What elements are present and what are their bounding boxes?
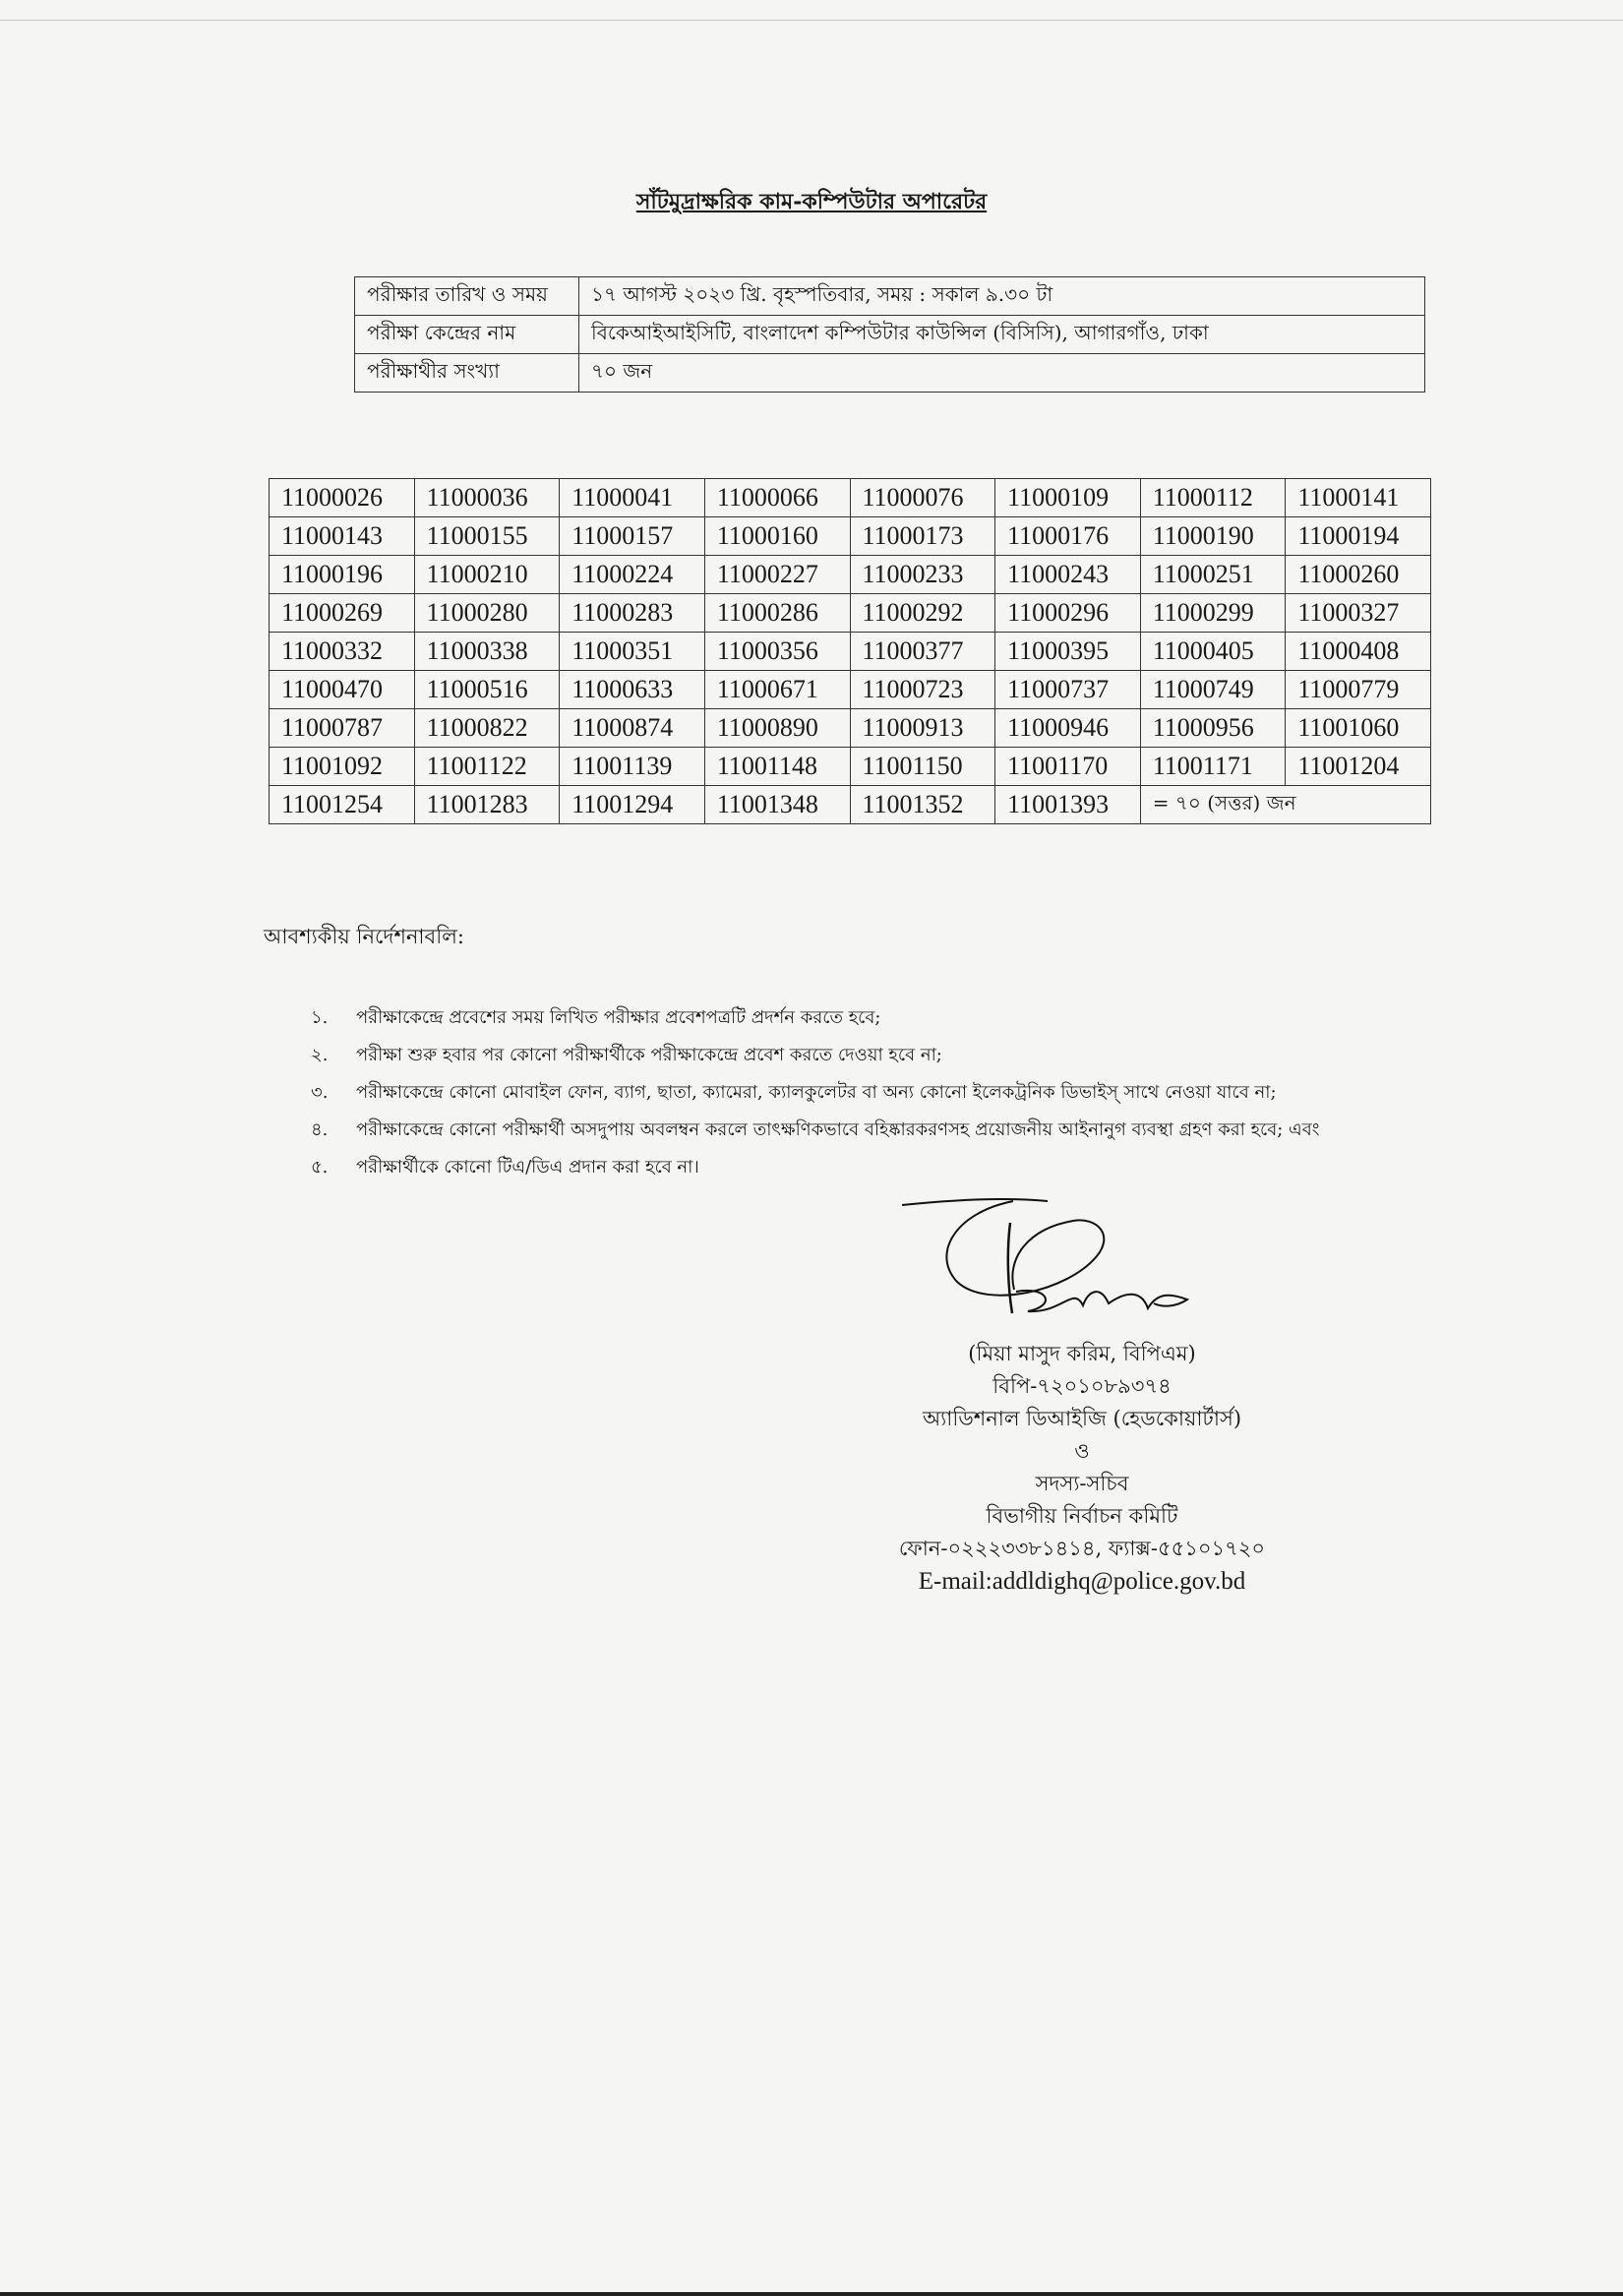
signer-name: (মিয়া মাসুদ করিম, বিপিএম) — [968, 1342, 1196, 1365]
roll-number-cell: 11000173 — [850, 517, 995, 556]
roll-number-cell: 11000210 — [414, 556, 560, 594]
roll-number-cell: 11000243 — [995, 556, 1141, 594]
table-row — [270, 748, 1431, 786]
roll-number-body — [270, 479, 1431, 824]
roll-number-cell: 11000671 — [704, 671, 850, 709]
instruction-text: পরীক্ষাকেন্দ্রে কোনো মোবাইল ফোন, ব্যাগ, ছাতা, ক্যামেরা, ক্যালকুলেটর বা অন্য কোনো ইলেকট্রনিক ডিভাইস্ সাথে নেওয়া যাবে না; — [356, 1082, 1277, 1103]
exam-info-value: ৭০ জন — [579, 354, 1425, 393]
roll-number-cell: 11000041 — [560, 479, 705, 517]
instruction-text: পরীক্ষা শুরু হবার পর কোনো পরীক্ষার্থীকে পরীক্ষাকেন্দ্রে প্রবেশ করতে দেওয়া হবে না; — [356, 1045, 942, 1065]
roll-number-cell: 11000890 — [704, 709, 850, 748]
table-row — [270, 594, 1431, 633]
roll-number-cell: 11000395 — [995, 633, 1141, 671]
roll-number-cell: 11001170 — [995, 748, 1141, 786]
roll-number-cell: 11001171 — [1140, 748, 1286, 786]
roll-number-cell: 11000874 — [560, 709, 705, 748]
roll-number-cell: 11001139 — [560, 748, 705, 786]
roll-number-cell: 11000327 — [1286, 594, 1431, 633]
page-title — [0, 185, 1623, 221]
roll-number-cell: 11000779 — [1286, 671, 1431, 709]
roll-number-cell: 11000296 — [995, 594, 1141, 633]
roll-number-cell: 11000251 — [1140, 556, 1286, 594]
roll-number-cell: 11000913 — [850, 709, 995, 748]
total-count-cell: = ৭০ (সত্তর) জন — [1140, 786, 1430, 824]
roll-number-cell: 11000196 — [270, 556, 415, 594]
roll-number-cell: 11000233 — [850, 556, 995, 594]
roll-number-cell: 11001092 — [270, 748, 415, 786]
roll-number-cell: 11001204 — [1286, 748, 1431, 786]
signature-image — [900, 1195, 1225, 1328]
roll-number-cell: 11000026 — [270, 479, 415, 517]
roll-number-cell: 11000749 — [1140, 671, 1286, 709]
exam-info-value: ১৭ আগস্ট ২০২৩ খ্রি. বৃহস্পতিবার, সময় : সকাল ৯.৩০ টা — [579, 277, 1425, 316]
roll-number-cell: 11000286 — [704, 594, 850, 633]
roll-number-cell: 11000332 — [270, 633, 415, 671]
roll-number-cell: 11000269 — [270, 594, 415, 633]
top-rule — [0, 20, 1623, 21]
roll-number-cell: 11000822 — [414, 709, 560, 748]
instruction-number: ৩. — [311, 1082, 329, 1103]
bottom-rule — [0, 2292, 1623, 2296]
roll-number-cell: 11000292 — [850, 594, 995, 633]
roll-number-cell: 11000143 — [270, 517, 415, 556]
signer-email: E-mail:addldighq@police.gov.bd — [918, 1568, 1246, 1595]
roll-number-cell: 11000956 — [1140, 709, 1286, 748]
roll-number-cell: 11000299 — [1140, 594, 1286, 633]
instruction-number: ৫. — [311, 1157, 329, 1178]
roll-number-cell: 11000141 — [1286, 479, 1431, 517]
exam-info-value: বিকেআইআইসিটি, বাংলাদেশ কম্পিউটার কাউন্সিল (বিসিসি), আগারগাঁও, ঢাকা — [579, 316, 1425, 354]
roll-number-cell: 11000176 — [995, 517, 1141, 556]
exam-info-table — [354, 276, 1425, 393]
list-item — [311, 1037, 1320, 1074]
signer-conjunction: ও — [1074, 1439, 1090, 1463]
roll-number-cell: 11001254 — [270, 786, 415, 824]
roll-number-cell: 11000112 — [1140, 479, 1286, 517]
instruction-text: পরীক্ষাকেন্দ্রে কোনো পরীক্ষার্থী অসদুপায় অবলম্বন করলে তাৎক্ষণিকভাবে বহিষ্কারকরণসহ প্রয়োজনীয় আইনানুগ ব্যবস্থা গ্রহণ করা হবে; এবং — [356, 1119, 1320, 1140]
instruction-text: পরীক্ষার্থীকে কোনো টিএ/ডিএ প্রদান করা হবে না। — [356, 1157, 699, 1178]
roll-number-cell: 11000633 — [560, 671, 705, 709]
roll-number-cell: 11000224 — [560, 556, 705, 594]
roll-number-cell: 11001393 — [995, 786, 1141, 824]
roll-number-cell: 11000351 — [560, 633, 705, 671]
roll-number-cell: 11001283 — [414, 786, 560, 824]
instruction-text: পরীক্ষাকেন্দ্রে প্রবেশের সময় লিখিত পরীক্ষার প্রবেশপত্রটি প্রদর্শন করতে হবে; — [356, 1007, 881, 1028]
table-row — [270, 633, 1431, 671]
table-row — [270, 556, 1431, 594]
exam-info-label: পরীক্ষাথীর সংখ্যা — [355, 354, 579, 393]
instruction-number: ৪. — [311, 1119, 329, 1140]
roll-number-cell: 11000227 — [704, 556, 850, 594]
list-item — [311, 1074, 1320, 1112]
signer-role: সদস্য-সচিব — [1035, 1472, 1129, 1495]
roll-number-cell: 11000155 — [414, 517, 560, 556]
roll-number-cell: 11000280 — [414, 594, 560, 633]
list-item — [311, 999, 1320, 1037]
page-title-text: সাঁটমুদ্রাক্ষরিক কাম-কম্পিউটার অপারেটর — [635, 189, 988, 214]
roll-number-cell: 11001122 — [414, 748, 560, 786]
roll-number-cell: 11001294 — [560, 786, 705, 824]
list-item — [311, 1112, 1320, 1149]
roll-number-cell: 11000076 — [850, 479, 995, 517]
roll-number-cell: 11000516 — [414, 671, 560, 709]
signer-designation: অ্যাডিশনাল ডিআইজি (হেডকোয়ার্টার্স) — [922, 1407, 1242, 1430]
roll-number-cell: 11000946 — [995, 709, 1141, 748]
roll-number-cell: 11000338 — [414, 633, 560, 671]
list-item — [311, 1149, 1320, 1186]
roll-number-cell: 11001150 — [850, 748, 995, 786]
roll-number-cell: 11000260 — [1286, 556, 1431, 594]
roll-number-cell: 11000356 — [704, 633, 850, 671]
table-row — [270, 671, 1431, 709]
roll-number-cell: 11000194 — [1286, 517, 1431, 556]
roll-number-cell: 11000157 — [560, 517, 705, 556]
exam-info-row — [355, 354, 1425, 393]
roll-number-cell: 11000723 — [850, 671, 995, 709]
exam-info-row — [355, 316, 1425, 354]
instructions-list — [311, 999, 1320, 1186]
roll-number-cell: 11000470 — [270, 671, 415, 709]
roll-number-cell: 11001060 — [1286, 709, 1431, 748]
instruction-number: ১. — [311, 1007, 329, 1028]
table-row — [270, 786, 1431, 824]
exam-info-label: পরীক্ষা কেন্দ্রের নাম — [355, 316, 579, 354]
table-row — [270, 517, 1431, 556]
roll-number-cell: 11000787 — [270, 709, 415, 748]
roll-number-cell: 11000066 — [704, 479, 850, 517]
signer-committee: বিভাগীয় নির্বাচন কমিটি — [986, 1504, 1178, 1528]
roll-number-cell: 11000377 — [850, 633, 995, 671]
roll-number-table — [269, 478, 1431, 824]
roll-number-cell: 11000109 — [995, 479, 1141, 517]
table-row — [270, 479, 1431, 517]
roll-number-cell: 11000283 — [560, 594, 705, 633]
roll-number-cell: 11001352 — [850, 786, 995, 824]
roll-number-cell: 11000405 — [1140, 633, 1286, 671]
roll-number-cell: 11000737 — [995, 671, 1141, 709]
exam-info-row — [355, 277, 1425, 316]
roll-number-cell: 11001348 — [704, 786, 850, 824]
signer-bp-number: বিপি-৭২০১০৮৯৩৭৪ — [992, 1374, 1172, 1398]
signer-block — [856, 1338, 1308, 1598]
roll-number-cell: 11000408 — [1286, 633, 1431, 671]
exam-info-label: পরীক্ষার তারিখ ও সময় — [355, 277, 579, 316]
instruction-number: ২. — [311, 1045, 329, 1065]
table-row — [270, 709, 1431, 748]
roll-number-cell: 11000036 — [414, 479, 560, 517]
instructions-heading: আবশ্যকীয় নির্দেশনাবলি: — [264, 925, 464, 948]
roll-number-cell: 11000160 — [704, 517, 850, 556]
roll-number-cell: 11000190 — [1140, 517, 1286, 556]
roll-number-cell: 11001148 — [704, 748, 850, 786]
signer-phone-fax: ফোন-০২২২৩৩৮১৪১৪, ফ্যাক্স-৫৫১০১৭২০ — [898, 1537, 1266, 1560]
